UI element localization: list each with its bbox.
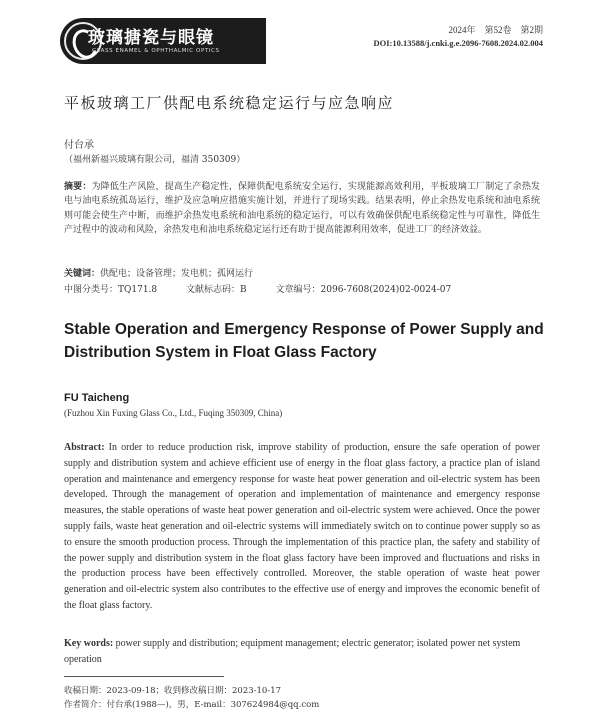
cn-abstract-text: 为降低生产风险，提高生产稳定性，保障供配电系统安全运行，实现能源高效利用，平板玻璃工厂制定了余热发电与油电系统孤岛运行，维护及应急响应措施实施计划，并进行了现场实践。结果表明，停止余热发电系统和油电系统则可能会使生产中断，而维护余热发电系统和油电系统的稳定运行，可以有效确保供配电系统稳定性与可靠性，降低生产过程中的波动和风险，余热发电和油电系统稳定运行还有助于提高能源利用效率，促进工厂的经济效益。 [64, 182, 540, 236]
cn-classification [64, 282, 477, 295]
cn-abstract-label: 摘要： [64, 182, 92, 192]
en-abstract-label: Abstract: [64, 442, 105, 453]
cn-keywords [64, 266, 253, 279]
issue-info: 2024年 第52卷 第2期 [448, 25, 543, 35]
author-bio: 作者简介：付台承(1988—)，男，E-mail：307624984@qq.com [64, 700, 320, 710]
cn-affiliation: （福州新福兴玻璃有限公司，福清 350309） [64, 155, 246, 165]
en-author: FU Taicheng [64, 392, 130, 404]
en-abstract-text: In order to reduce production risk, improve stability of production, ensure the safe operation of power supply and distribution system and achieve efficient use of energy in the float glass factory, a practice plan of island operation and maintenance and emergency response for waste heat power generation and oil-electric system has been developed. Through the management of operation and implementation of maintenance and emergency response measures, the stable operations of waste heat power generation and oil-electric system were achieved. Once the power supply fails, waste heat generation and oil-electric systems will immediately switch on to continue power supply so as to ensure the smooth production process. Through the implementation of this practice plan, the safety and stability of the power supply and distribution system in the float glass factory have been improved and fluctuations and risks in the production process have been effectively controlled. Moreover, the stable operation of waste heat power generation and oil-electric system also contributes to the effective use of energy and improves the economic benefit of the float glass factory. [64, 442, 540, 611]
article-number: 文章编号：2096-7608(2024)02-0024-07 [275, 285, 452, 295]
received-date: 收稿日期：2023-09-18；收到修改稿日期：2023-10-17 [64, 686, 282, 696]
footnote-divider [64, 676, 224, 677]
en-title: Stable Operation and Emergency Response of Power Supply and Distribution System in Float Glass Factory [64, 321, 544, 361]
en-keywords-label: Key words: [64, 638, 114, 649]
cn-abstract [64, 180, 540, 238]
en-affiliation: (Fuzhou Xin Fuxing Glass Co., Ltd., Fuqing 350309, China) [64, 408, 283, 418]
doi: DOI:10.13588/j.cnki.g.e.2096-7608.2024.02.004 [373, 38, 543, 48]
en-abstract [64, 440, 540, 614]
cn-keywords-text: 供配电；设备管理；发电机；孤网运行 [100, 269, 254, 279]
document-code: 文献标志码：B [186, 285, 247, 295]
cn-keywords-label: 关键词： [64, 269, 101, 279]
en-keywords-text: power supply and distribution; equipment management; electric generator; isolated power net system operation [64, 638, 521, 665]
journal-name-en: GLASS ENAMEL & OPHTHALMIC OPTICS [92, 48, 220, 54]
cn-title: 平板玻璃工厂供配电系统稳定运行与应急响应 [64, 94, 395, 112]
en-keywords [64, 636, 540, 668]
clc-number: 中图分类号：TQ171.8 [64, 285, 158, 295]
cn-author: 付台承 [64, 140, 94, 151]
journal-name-cn: 玻璃搪瓷与眼镜 [88, 28, 214, 48]
